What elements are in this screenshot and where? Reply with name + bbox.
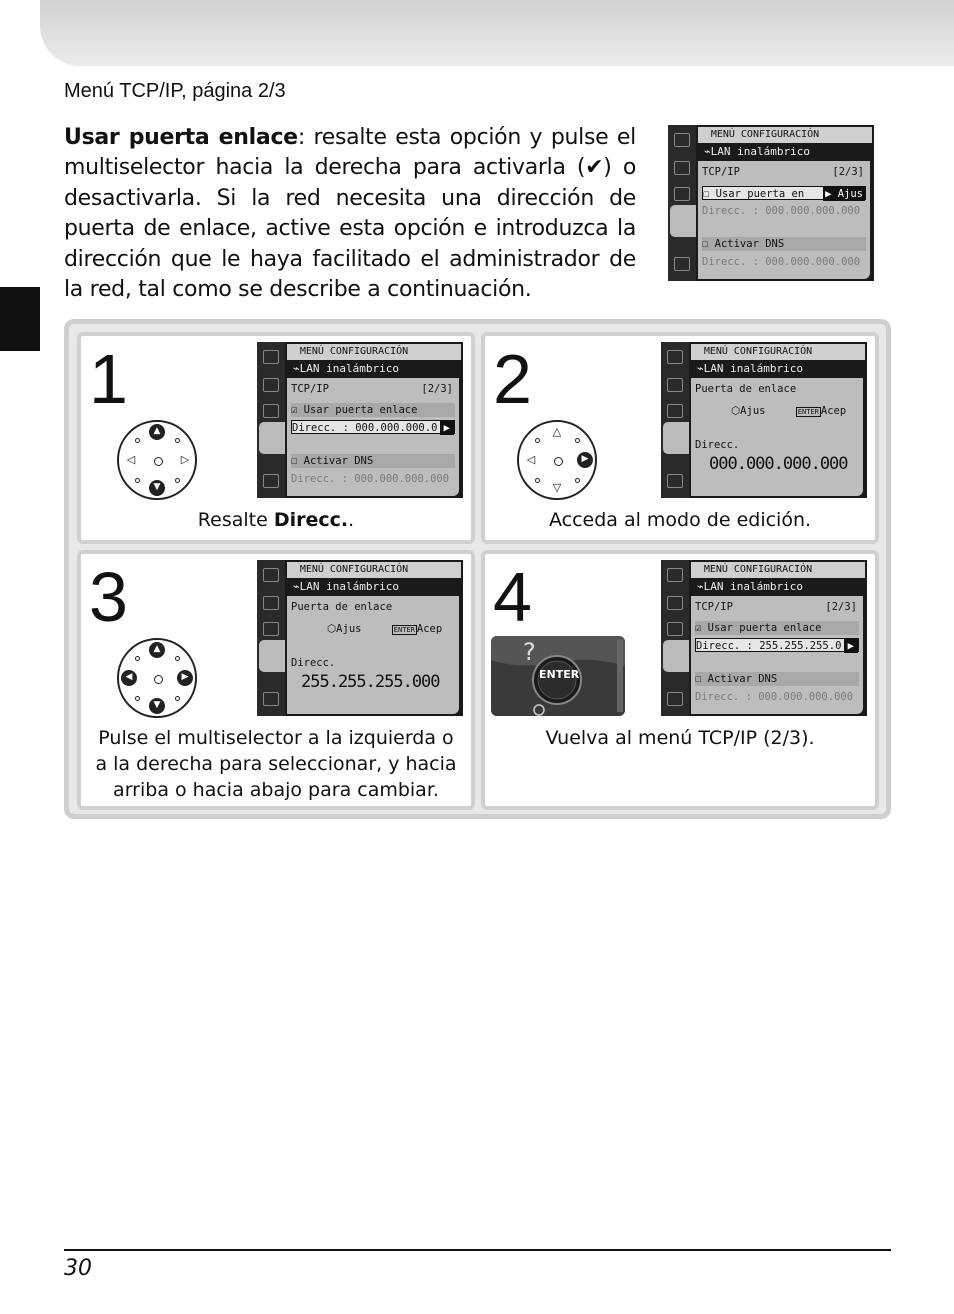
lcd-screen [257, 560, 463, 716]
step-caption: Pulse el multiselector a la izquierda o a la derecha para seleccionar, y hacia arriba o hacia abajo para cambiar. [95, 727, 457, 801]
lcd-page: [2/3] [832, 166, 864, 178]
step-number: 3 [89, 558, 128, 636]
lcd-menu-title: MENÚ CONFIGURACIÓN [287, 562, 461, 578]
lcd-gateway-label: ☐ Usar puerta en [703, 188, 805, 200]
lcd-screen [661, 560, 867, 716]
intro-term: Usar puerta enlace [64, 125, 298, 150]
lcd-direcc-label: Direcc. [291, 657, 336, 669]
section-tab-marker [0, 287, 40, 351]
step-caption: Acceda al modo de edición. [548, 509, 812, 531]
arrow-up-icon: △ [552, 425, 562, 438]
lcd-menu-title: MENÚ CONFIGURACIÓN [698, 127, 872, 143]
multiselector-dial [517, 420, 597, 500]
selector-icon: ⬡ [327, 623, 337, 635]
lcd-row-address: Direcc. : 255.255.255.0 ▶ [695, 638, 859, 652]
lcd-direcc-label: Direcc. [695, 439, 740, 451]
lcd-address-value: 000.000.000.000 [709, 454, 848, 474]
arrow-right-icon: ▷ [180, 453, 190, 466]
step-3 [77, 550, 475, 810]
wrench-icon [663, 422, 689, 454]
lcd-row-address: Direcc. : 000.000.000.0 ▶ [291, 420, 455, 434]
lcd-submenu: ⌁LAN inalámbrico [704, 145, 810, 158]
lcd-row-gateway [702, 186, 866, 200]
lcd-tcp-title: TCP/IP [695, 601, 733, 613]
arrow-down-icon: ▽ [552, 481, 562, 494]
intro-text: : resalte esta opción y pulse el multiselector hacia la derecha para activarla (✔) o desactivarla. Si la red necesita una dirección de puerta de enlace, active esta opción e introduzca la dirección que le haya facilitado el administrador de la red, tal como se describe a continuación. [64, 125, 636, 303]
playback-icon [667, 568, 683, 582]
lcd-submenu: ⌁LAN inalámbrico [697, 580, 803, 593]
list-icon [667, 474, 683, 488]
camera-icon [667, 378, 683, 392]
enter-button-label: ENTER [539, 668, 580, 681]
lcd-ajus-action: ▶ Ajus [825, 188, 863, 200]
playback-icon [667, 350, 683, 364]
wrench-icon [663, 640, 689, 672]
lcd-hints: ⬡Ajus ENTER Acep [731, 405, 847, 417]
arrow-down-icon: ▼ [149, 480, 165, 496]
arrow-left-icon: ◀ [121, 670, 137, 686]
playback-icon [674, 133, 690, 147]
steps-frame [64, 319, 891, 819]
step-caption: Vuelva al menú TCP/IP (2/3). [545, 727, 815, 749]
list-icon [263, 474, 279, 488]
pencil-icon [667, 622, 683, 636]
camera-icon [667, 596, 683, 610]
wrench-icon [259, 640, 285, 672]
wrench-icon [670, 205, 696, 237]
lcd-page: [2/3] [421, 383, 453, 395]
camera-icon [263, 378, 279, 392]
lcd-row-dns: ☐ Activar DNS [695, 672, 859, 686]
lcd-menu-title: MENÚ CONFIGURACIÓN [287, 344, 461, 360]
step-1 [77, 332, 475, 544]
lcd-row-dns-address: Direcc. : 000.000.000.000 [702, 256, 861, 268]
pencil-icon [674, 187, 690, 201]
header-band [40, 0, 954, 66]
lcd-menu-title: MENÚ CONFIGURACIÓN [691, 562, 865, 578]
wrench-icon [259, 422, 285, 454]
lcd-hints: ⬡Ajus ENTER Acep [327, 623, 443, 635]
arrow-up-icon: ▲ [149, 642, 165, 658]
enter-icon: ENTER [797, 408, 819, 416]
lcd-menu-title: MENÚ CONFIGURACIÓN [691, 344, 865, 360]
intro-paragraph [64, 123, 636, 305]
arrow-down-icon: ▼ [149, 698, 165, 714]
step-number: 4 [493, 558, 532, 636]
multiselector-dial [117, 638, 197, 718]
step-caption: Resalte Direcc.. [197, 509, 355, 531]
step-2 [481, 332, 879, 544]
step-number: 1 [89, 340, 128, 418]
lcd-gateway-title: Puerta de enlace [695, 383, 797, 395]
lcd-screen [661, 342, 867, 498]
pencil-icon [263, 622, 279, 636]
enter-icon: ENTER [393, 626, 415, 634]
lcd-tcp-title: TCP/IP [291, 383, 329, 395]
lcd-submenu: ⌁LAN inalámbrico [697, 362, 803, 375]
lcd-screen [257, 342, 463, 498]
lcd-submenu: ⌁LAN inalámbrico [293, 580, 399, 593]
lcd-body [698, 161, 870, 279]
page-number: 30 [64, 1256, 92, 1281]
camera-icon [674, 161, 690, 175]
svg-text:?: ? [523, 638, 536, 666]
arrow-right-icon: ▶ [177, 670, 193, 686]
lcd-row-dns: ☐ Activar DNS [702, 237, 866, 251]
lcd-row-dns-address: Direcc. : 000.000.000.000 [695, 691, 854, 703]
playback-icon [263, 350, 279, 364]
lcd-row-title [702, 165, 866, 179]
arrow-right-icon: ▶ [577, 452, 593, 468]
arrow-left-icon: ◁ [126, 453, 136, 466]
arrow-left-icon: ◁ [526, 453, 536, 466]
list-icon [263, 692, 279, 706]
top-lcd-screen [668, 125, 874, 281]
pencil-icon [667, 404, 683, 418]
step-4 [481, 550, 879, 810]
multiselector-dial [117, 420, 197, 500]
lcd-address-value: 255.255.255.000 [301, 672, 440, 692]
arrow-up-icon: ▲ [149, 424, 165, 440]
lcd-row-gateway: ☑ Usar puerta enlace [695, 621, 859, 635]
lcd-tcp-title: TCP/IP [702, 166, 740, 178]
footer-rule [64, 1249, 891, 1251]
lcd-row-gateway: ☑ Usar puerta enlace [291, 403, 455, 417]
lcd-row-address: Direcc. : 000.000.000.000 [702, 205, 861, 217]
playback-icon [263, 568, 279, 582]
lcd-row-dns-address: Direcc. : 000.000.000.000 [291, 473, 450, 485]
lcd-row-dns: ☐ Activar DNS [291, 454, 455, 468]
list-icon [674, 257, 690, 271]
arrow-right-icon: ▶ [844, 639, 858, 653]
list-icon [667, 692, 683, 706]
lcd-submenu: ⌁LAN inalámbrico [293, 362, 399, 375]
lcd-page: [2/3] [825, 601, 857, 613]
step-number: 2 [493, 340, 532, 418]
selector-icon: ⬡ [731, 405, 741, 417]
section-subtitle: Menú TCP/IP, página 2/3 [64, 80, 286, 102]
lcd-side-icons [668, 125, 696, 281]
lcd-gateway-title: Puerta de enlace [291, 601, 393, 613]
enter-button-photo [491, 636, 625, 716]
camera-icon [263, 596, 279, 610]
pencil-icon [263, 404, 279, 418]
arrow-right-icon: ▶ [440, 421, 454, 435]
